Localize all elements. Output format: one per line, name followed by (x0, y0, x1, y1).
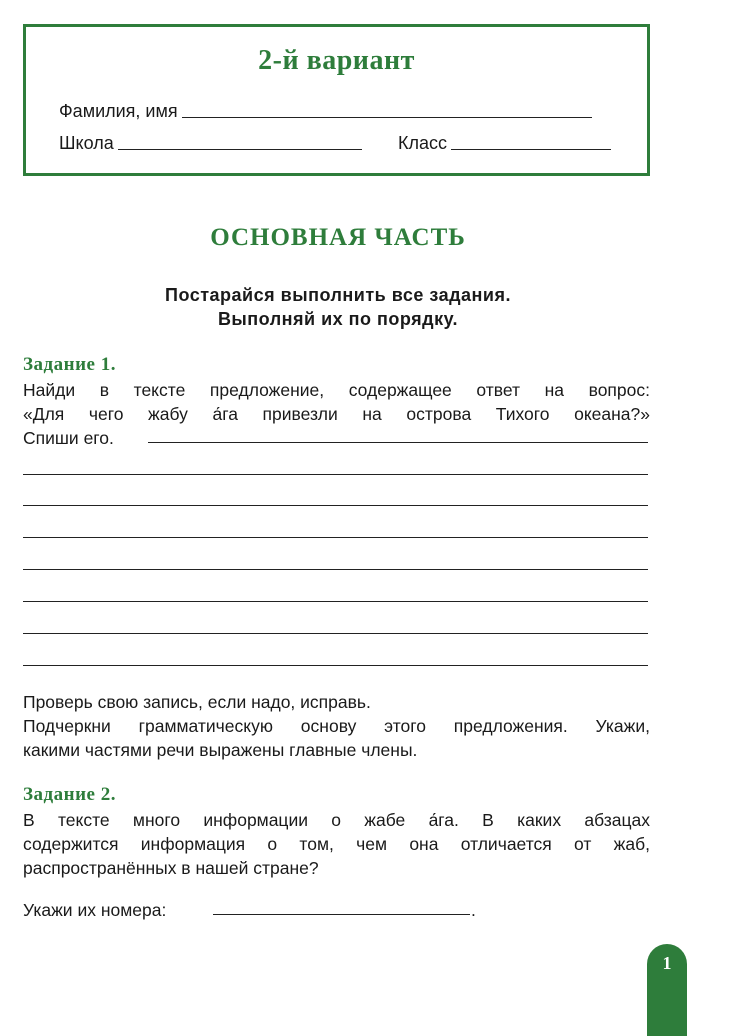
task-2-numbers-label: Укажи их номера: (23, 900, 167, 920)
task-2-text-line-3: распространённых в нашей стране? (23, 858, 319, 878)
task-1-text-line-2: «Для чего жабу а́га привезли на острова Тихого океана?» (23, 404, 650, 424)
school-field[interactable] (118, 148, 362, 150)
task-1-check-text: Проверь свою запись, если надо, исправь. (23, 692, 371, 712)
variant-title: 2-й вариант (258, 45, 415, 76)
page-number: 1 (662, 953, 672, 973)
task-1-text-line-3: Спиши его. (23, 428, 114, 448)
task-1-answer-line-7[interactable] (23, 633, 648, 634)
instructions (0, 283, 676, 331)
section-title: ОСНОВНАЯ ЧАСТЬ (210, 224, 466, 251)
instructions-line-1: Постарайся выполнить все задания. (165, 285, 511, 305)
page-number-tab (647, 944, 687, 1036)
class-label: Класс (398, 133, 447, 153)
task-1-underline-text-2: какими частями речи выражены главные члены. (23, 740, 418, 760)
name-field-row (59, 101, 592, 122)
task-1-answer-line-4[interactable] (23, 537, 648, 538)
task-2-answer-end: . (471, 900, 476, 920)
class-field-row (398, 133, 611, 154)
task-1-underline-text-1: Подчеркни грамматическую основу этого предложения. Укажи, (23, 716, 650, 736)
name-field[interactable] (182, 116, 592, 118)
task-2-text-line-1: В тексте много информации о жабе а́га. В каких абзацах (23, 810, 650, 830)
task-1-answer-line-3[interactable] (23, 505, 648, 506)
student-info-box (23, 24, 650, 176)
school-field-row (59, 133, 362, 154)
task-2-answer-line[interactable] (213, 914, 470, 915)
task-2-text-line-2: содержится информация о том, чем она отличается от жаб, (23, 834, 650, 854)
task-1-answer-line-1[interactable] (148, 442, 648, 443)
task-1-answer-line-6[interactable] (23, 601, 648, 602)
task-2-heading: Задание 2. (23, 784, 116, 805)
name-label: Фамилия, имя (59, 101, 178, 121)
task-1-answer-line-5[interactable] (23, 569, 648, 570)
task-1-text-line-1: Найди в тексте предложение, содержащее ответ на вопрос: (23, 380, 650, 400)
class-field[interactable] (451, 148, 611, 150)
task-1-heading: Задание 1. (23, 354, 116, 375)
task-1-answer-line-8[interactable] (23, 665, 648, 666)
instructions-line-2: Выполняй их по порядку. (217, 309, 459, 329)
task-1-answer-line-2[interactable] (23, 474, 648, 475)
school-label: Школа (59, 133, 114, 153)
